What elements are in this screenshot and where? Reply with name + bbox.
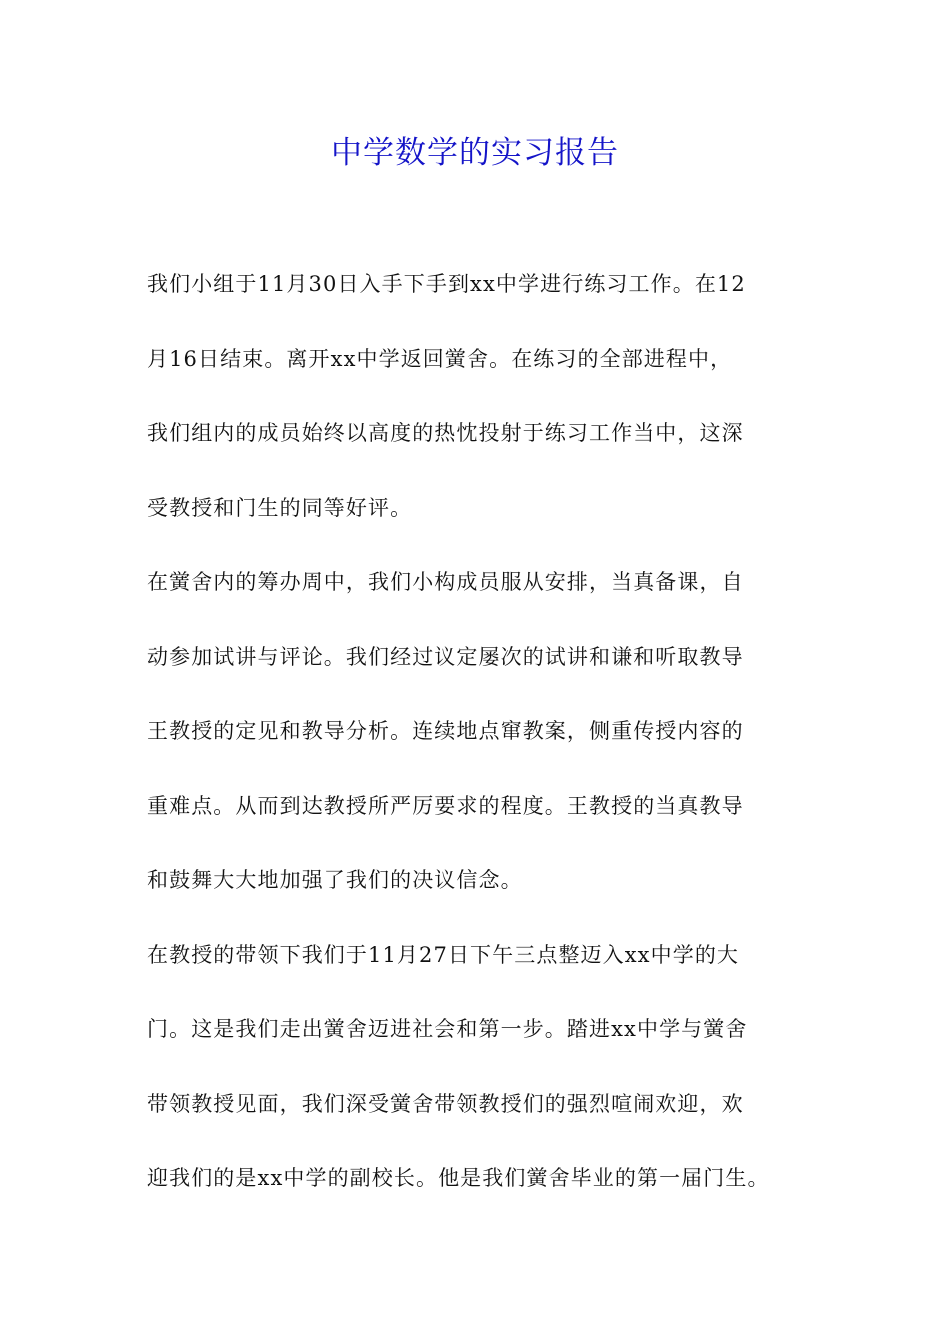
text-line: 月16日结束。离开xx中学返回黉舍。在练习的全部进程中， [147,346,733,371]
document-body [147,262,827,1231]
text-line: 受教授和门生的同等好评。 [147,495,413,520]
text-line: 迎我们的是xx中学的副校长。他是我们黉舍毕业的第一届门生。 [147,1166,770,1190]
text-line: 王教授的定见和教导分析。连续地点窜教案，侧重传授内容的 [147,719,744,743]
text-line: 我们小组于11月30日入手下手到xx中学进行练习工作。在12 [147,272,746,296]
document-title: 中学数学的实习报告 [331,135,619,171]
text-line: 在黉舍内的筹办周中，我们小构成员服从安排，当真备课，自 [147,570,744,594]
text-line: 门。这是我们走出黉舍迈进社会和第一步。踏进xx中学与黉舍 [147,1017,748,1041]
text-line: 动参加试讲与评论。我们经过议定屡次的试讲和谦和听取教导 [147,644,744,669]
text-line: 在教授的带领下我们于11月27日下午三点整迈入xx中学的大 [147,942,740,967]
text-line: 和鼓舞大大地加强了我们的决议信念。 [147,868,523,892]
text-line: 我们组内的成员始终以高度的热忱投射于练习工作当中，这深 [147,421,744,445]
text-line: 重难点。从而到达教授所严厉要求的程度。王教授的当真教导 [147,793,744,818]
text-line: 带领教授见面，我们深受黉舍带领教授们的强烈喧闹欢迎，欢 [147,1091,744,1116]
